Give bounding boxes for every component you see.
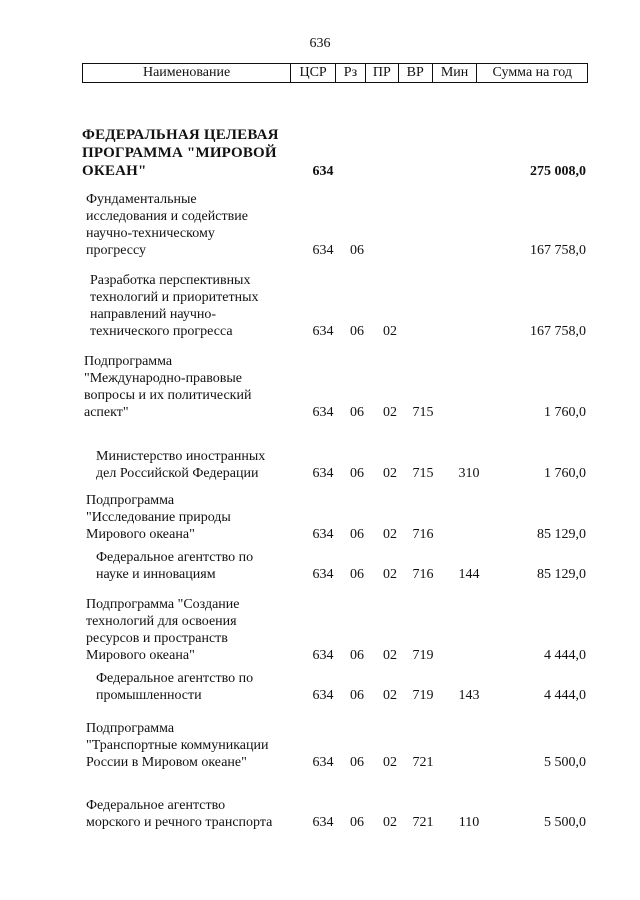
row-csr: 634 (312, 815, 334, 830)
row-sum: 85 129,0 (537, 527, 586, 542)
row-name: Федеральное агентство морского и речного транспорта (86, 798, 273, 830)
table-header (82, 63, 588, 83)
row-rz: 06 (350, 243, 364, 258)
row-vr: 719 (412, 688, 434, 703)
row-csr: 634 (312, 405, 334, 420)
table-row (0, 191, 640, 259)
row-name: Подпрограмма "Исследование природы Мирового океана" (86, 493, 231, 542)
row-name: Разработка перспективных технологий и приоритетных направлений научно- технического прогресса (90, 273, 259, 339)
row-vr: 715 (412, 405, 434, 420)
row-pr: 02 (383, 648, 397, 663)
row-sum: 4 444,0 (544, 688, 586, 703)
header-name: Наименование (83, 64, 291, 82)
row-vr: 721 (412, 755, 434, 770)
table-row (0, 670, 640, 704)
row-sum: 4 444,0 (544, 648, 586, 663)
row-rz: 06 (350, 324, 364, 339)
table-row (0, 720, 640, 771)
row-rz: 06 (350, 405, 364, 420)
row-sum: 5 500,0 (544, 815, 586, 830)
header-csr: ЦСР (291, 64, 336, 82)
row-vr: 716 (412, 567, 434, 582)
row-min: 144 (458, 567, 480, 582)
header-vr: ВР (399, 64, 433, 82)
row-name: Министерство иностранных дел Российской Федерации (96, 449, 266, 481)
row-name: Федеральное агентство по науке и инновациям (96, 550, 254, 582)
row-rz: 06 (350, 567, 364, 582)
row-rz: 06 (350, 648, 364, 663)
row-csr: 634 (312, 466, 334, 481)
page-number: 636 (309, 36, 331, 51)
row-rz: 06 (350, 466, 364, 481)
row-pr: 02 (383, 567, 397, 582)
table-row (0, 492, 640, 543)
row-csr: 634 (312, 688, 334, 703)
row-pr: 02 (383, 405, 397, 420)
row-rz: 06 (350, 688, 364, 703)
row-vr: 715 (412, 466, 434, 481)
row-csr: 634 (312, 755, 334, 770)
row-csr: 634 (312, 243, 334, 258)
row-pr: 02 (383, 324, 397, 339)
table-row (0, 272, 640, 340)
row-csr: 634 (312, 324, 334, 339)
row-pr: 02 (383, 688, 397, 703)
table-row (0, 596, 640, 664)
header-pr: ПР (366, 64, 399, 82)
row-min: 110 (458, 815, 480, 830)
row-pr: 02 (383, 815, 397, 830)
row-min: 143 (458, 688, 480, 703)
row-csr: 634 (312, 648, 334, 663)
row-vr: 719 (412, 648, 434, 663)
table-row (0, 353, 640, 421)
row-rz: 06 (350, 755, 364, 770)
row-rz: 06 (350, 527, 364, 542)
row-sum: 85 129,0 (537, 567, 586, 582)
table-row (0, 448, 640, 482)
row-csr: 634 (312, 527, 334, 542)
row-sum: 167 758,0 (530, 243, 586, 258)
table-row (0, 549, 640, 583)
table-row (0, 126, 640, 180)
row-sum: 275 008,0 (530, 164, 586, 179)
row-name: ФЕДЕРАЛЬНАЯ ЦЕЛЕВАЯ ПРОГРАММА "МИРОВОЙ ОКЕАН" (82, 127, 279, 179)
row-pr: 02 (383, 527, 397, 542)
row-name: Подпрограмма "Международно-правовые вопросы и их политический аспект" (84, 354, 252, 420)
row-csr: 634 (312, 567, 334, 582)
row-name: Подпрограмма "Транспортные коммуникации России в Мировом океане" (86, 721, 269, 770)
row-name: Федеральное агентство по промышленности (96, 671, 254, 703)
table-row (0, 797, 640, 831)
row-rz: 06 (350, 815, 364, 830)
row-sum: 167 758,0 (530, 324, 586, 339)
row-min: 310 (458, 466, 480, 481)
row-sum: 5 500,0 (544, 755, 586, 770)
row-pr: 02 (383, 466, 397, 481)
row-name: Подпрограмма "Создание технологий для освоения ресурсов и пространств Мирового океана" (86, 597, 240, 663)
row-vr: 721 (412, 815, 434, 830)
row-sum: 1 760,0 (544, 405, 586, 420)
header-min: Мин (433, 64, 478, 82)
row-pr: 02 (383, 755, 397, 770)
row-sum: 1 760,0 (544, 466, 586, 481)
row-name: Фундаментальные исследования и содействие научно-техническому прогрессу (86, 192, 248, 258)
header-sum: Сумма на год (492, 65, 572, 80)
row-vr: 716 (412, 527, 434, 542)
row-csr: 634 (312, 164, 334, 179)
header-rz: Рз (336, 64, 366, 82)
